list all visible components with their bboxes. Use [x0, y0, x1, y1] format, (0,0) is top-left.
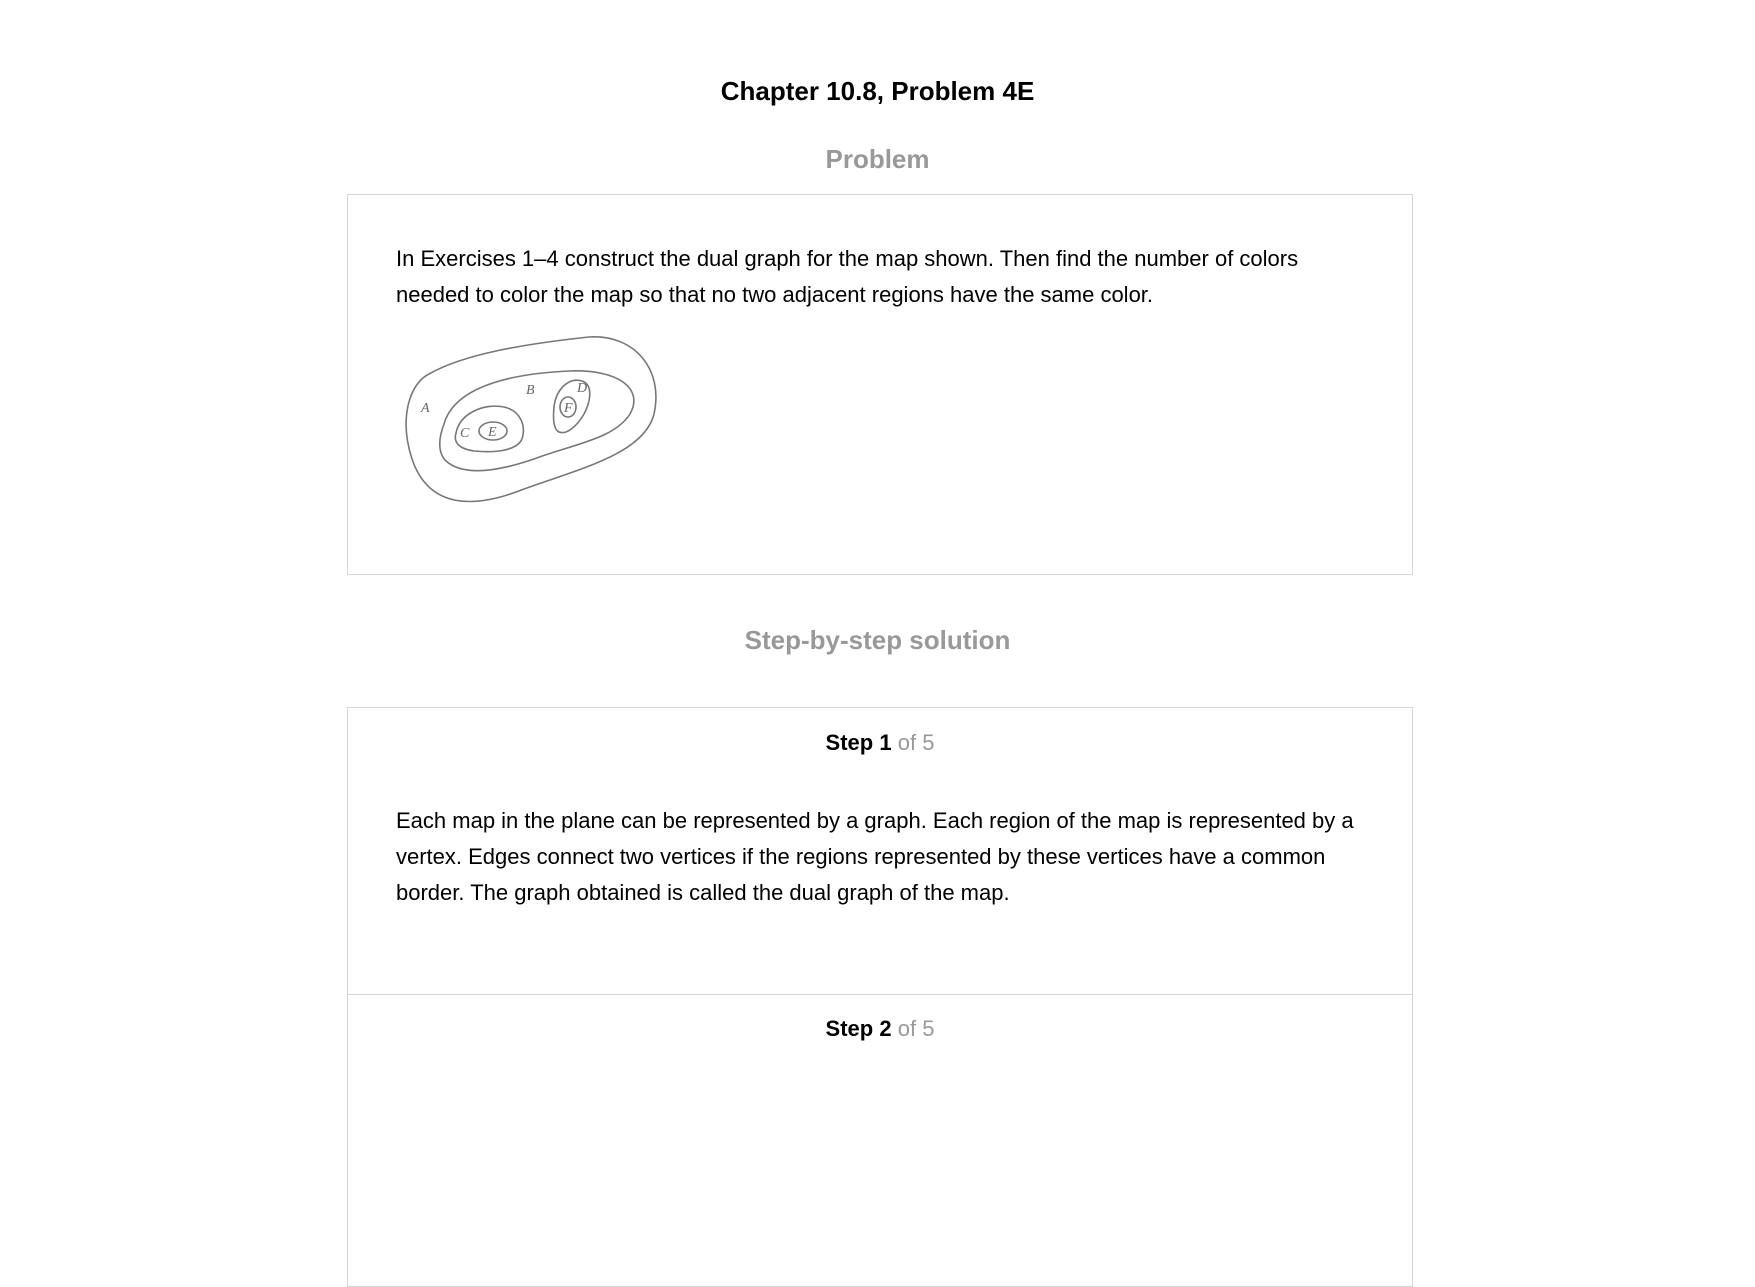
- step-2-word: Step: [825, 1016, 874, 1041]
- step-2-header: [348, 1016, 1412, 1042]
- step-divider: [348, 994, 1412, 995]
- map-label-d: D: [577, 381, 588, 396]
- problem-heading: Problem: [825, 144, 930, 174]
- solution-box: [347, 707, 1413, 1287]
- step-2-total: of 5: [897, 1016, 935, 1041]
- map-label-a: A: [421, 401, 430, 416]
- map-label-e: E: [488, 425, 497, 440]
- step-1-header: [348, 730, 1412, 756]
- map-figure: [404, 329, 664, 529]
- map-boundary-b: [440, 371, 634, 471]
- step-1-number: 1: [879, 730, 892, 755]
- problem-box: [347, 194, 1413, 575]
- step-1-word: Step: [825, 730, 874, 755]
- problem-text: In Exercises 1–4 construct the dual graph for the map shown. Then find the number of colors needed to color the map so that no two adjacent regions have the same color.: [396, 246, 1299, 307]
- map-label-b: B: [526, 383, 535, 398]
- step-1-total: of 5: [897, 730, 935, 755]
- step-1-text: Each map in the plane can be represented by a graph. Each region of the map is represented by a vertex. Edges connect two vertices if the regions represented by these vertices have a common border. The graph obtained is called the dual graph of the map.: [396, 808, 1354, 905]
- map-label-f: F: [564, 401, 573, 416]
- map-label-c: C: [460, 426, 470, 441]
- solution-heading: Step-by-step solution: [744, 625, 1011, 655]
- map-outer-boundary: [406, 337, 656, 502]
- page-title: Chapter 10.8, Problem 4E: [720, 76, 1035, 106]
- step-2-number: 2: [879, 1016, 892, 1041]
